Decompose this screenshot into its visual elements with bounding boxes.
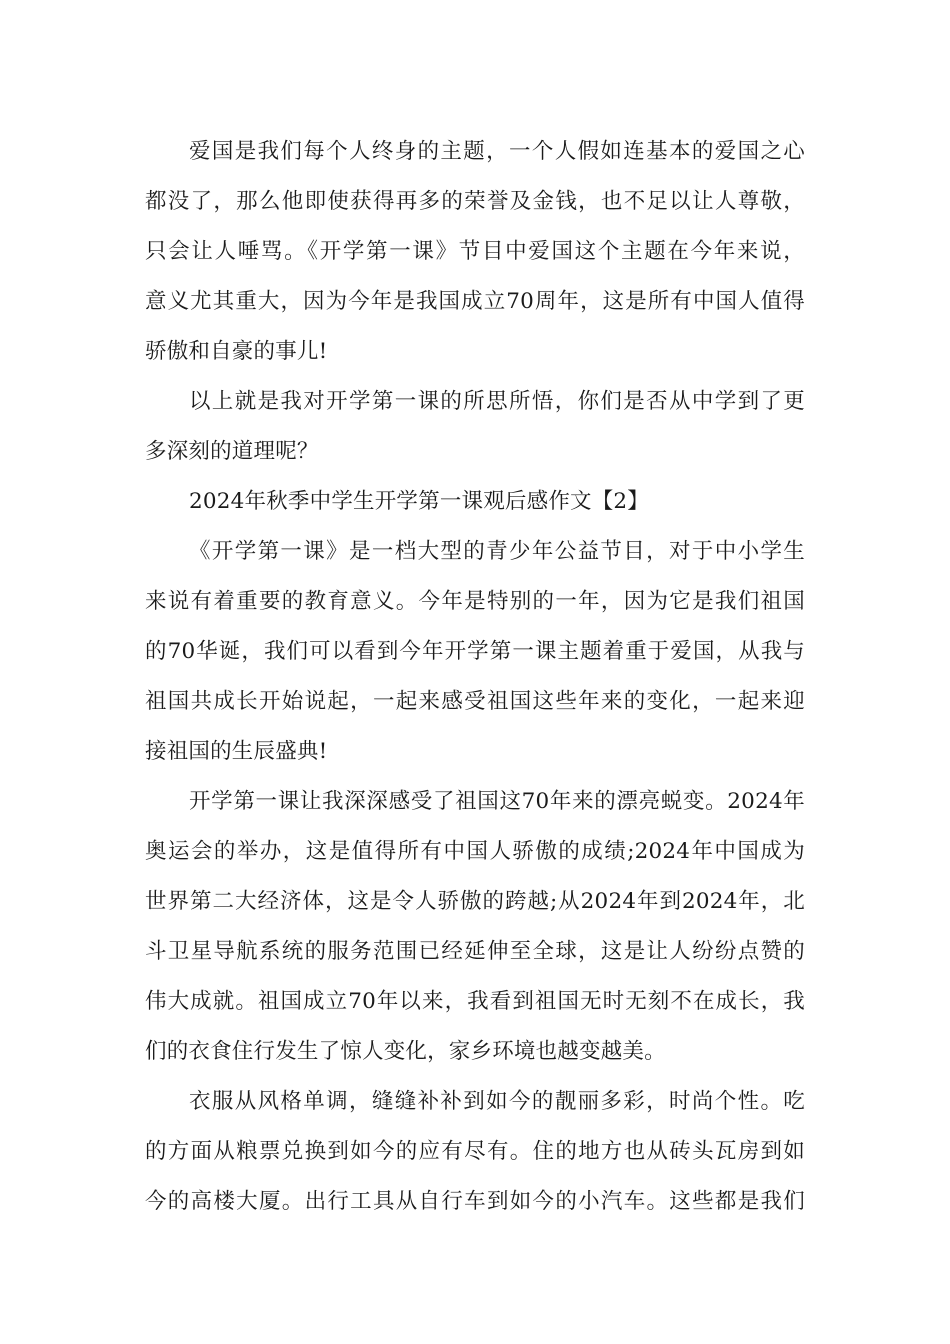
paragraph-5-line-2: 的方面从粮票兑换到如今的应有尽有。住的地方也从砖头瓦房到如 <box>145 1139 805 1164</box>
paragraph-4-line-6: 们的衣食住行发生了惊人变化，家乡环境也越变越美。 <box>145 1039 666 1064</box>
paragraph-4-line-4: 斗卫星导航系统的服务范围已经延伸至全球，这是让人纷纷点赞的 <box>145 939 805 964</box>
paragraph-3-line-2: 来说有着重要的教育意义。今年是特别的一年，因为它是我们祖国 <box>145 589 805 614</box>
paragraph-2-line-1: 以上就是我对开学第一课的所思所悟，你们是否从中学到了更 <box>189 389 805 414</box>
paragraph-1-line-4: 意义尤其重大，因为今年是我国成立70周年，这是所有中国人值得 <box>145 289 805 314</box>
paragraph-5-line-3: 今的高楼大厦。出行工具从自行车到如今的小汽车。这些都是我们 <box>145 1189 805 1214</box>
paragraph-4-line-1: 开学第一课让我深深感受了祖国这70年来的漂亮蜕变。2024年 <box>189 789 805 814</box>
paragraph-1-line-3: 只会让人唾骂。《开学第一课》节目中爱国这个主题在今年来说， <box>145 239 805 264</box>
section-heading: 2024年秋季中学生开学第一课观后感作文【2】 <box>189 489 649 514</box>
paragraph-3-line-5: 接祖国的生辰盛典! <box>145 739 328 764</box>
paragraph-1-line-2: 都没了，那么他即使获得再多的荣誉及金钱，也不足以让人尊敬， <box>145 189 805 214</box>
paragraph-4-line-3: 世界第二大经济体，这是令人骄傲的跨越;从2024年到2024年，北 <box>145 889 805 914</box>
paragraph-3-line-3: 的70华诞，我们可以看到今年开学第一课主题着重于爱国，从我与 <box>145 639 805 664</box>
paragraph-1-line-1: 爱国是我们每个人终身的主题，一个人假如连基本的爱国之心 <box>189 139 805 164</box>
paragraph-3-line-1: 《开学第一课》是一档大型的青少年公益节目，对于中小学生 <box>189 539 805 564</box>
paragraph-5-line-1: 衣服从风格单调，缝缝补补到如今的靓丽多彩，时尚个性。吃 <box>189 1089 805 1114</box>
paragraph-4-line-2: 奥运会的举办，这是值得所有中国人骄傲的成绩;2024年中国成为 <box>145 839 805 864</box>
paragraph-1-line-5: 骄傲和自豪的事儿! <box>145 339 328 364</box>
paragraph-3-line-4: 祖国共成长开始说起，一起来感受祖国这些年来的变化，一起来迎 <box>145 689 805 714</box>
paragraph-2-line-2: 多深刻的道理呢？ <box>145 439 319 464</box>
paragraph-4-line-5: 伟大成就。祖国成立70年以来，我看到祖国无时无刻不在成长，我 <box>145 989 805 1014</box>
